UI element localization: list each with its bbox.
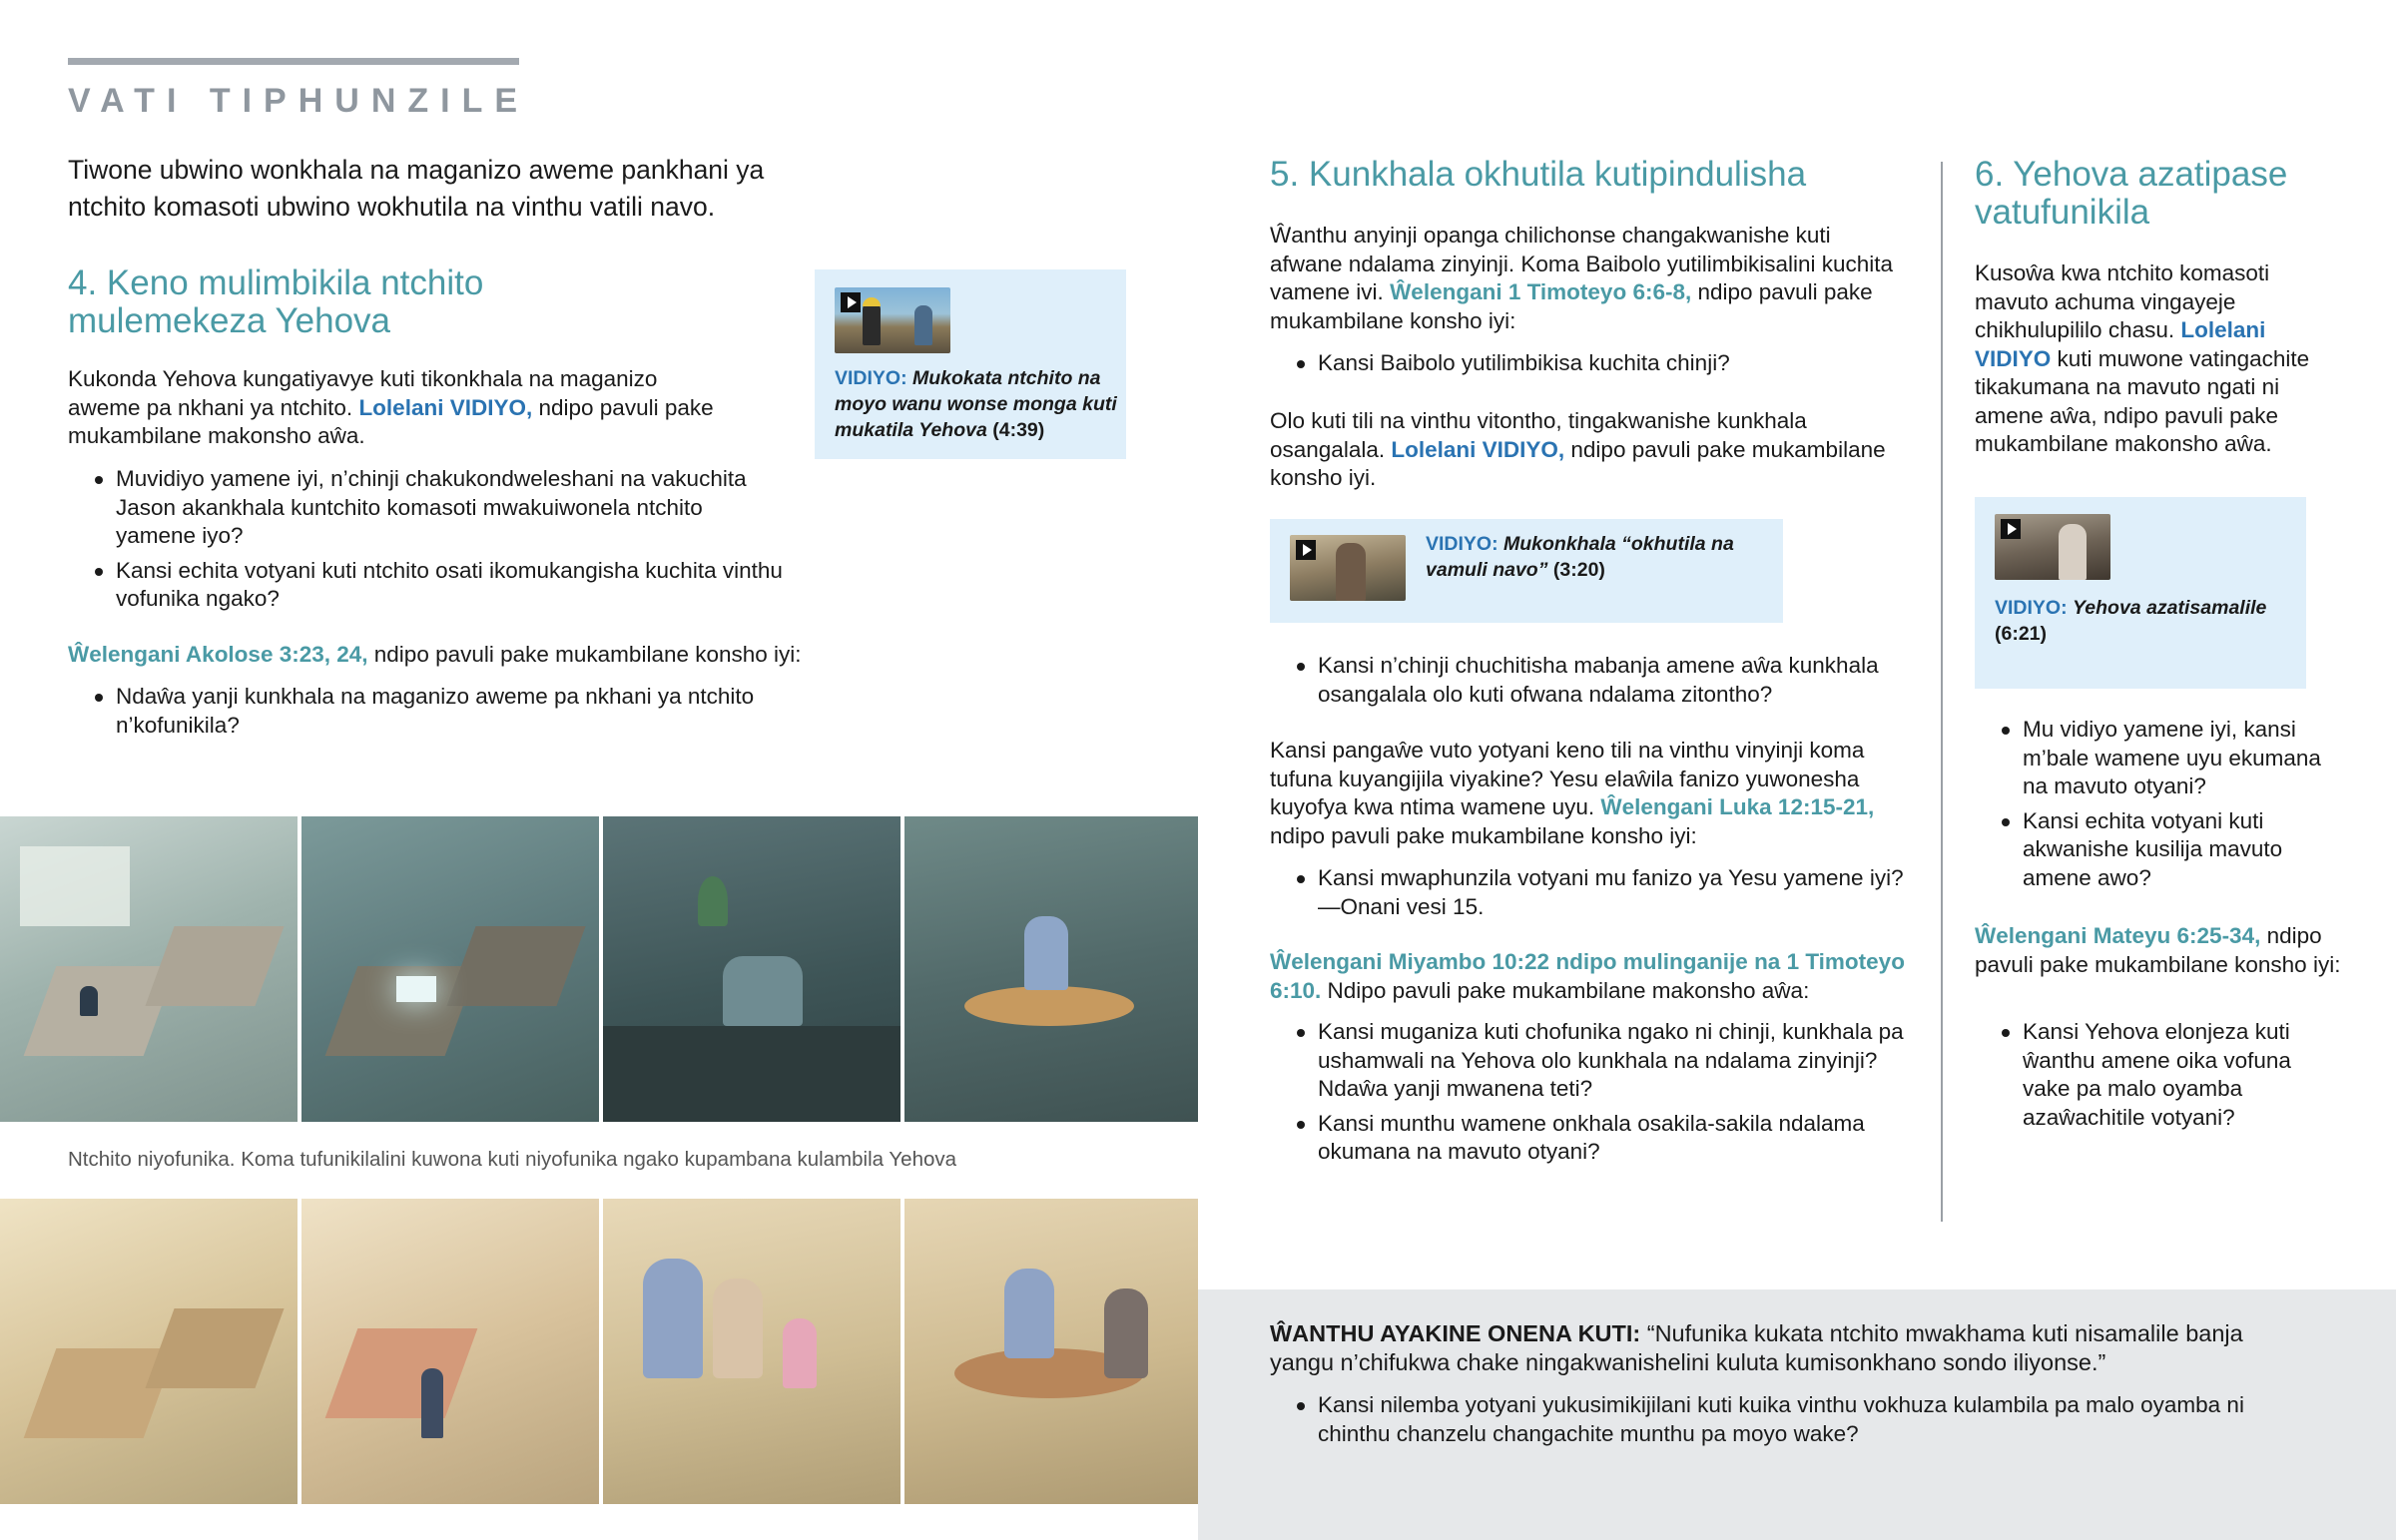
section-5-paragraph-2 [1270,407,1909,493]
video-box-1[interactable] [815,269,1126,459]
section-4-questions [68,465,787,620]
woman-figure [713,1279,763,1378]
mother-figure [1104,1288,1148,1378]
intro-text: Tiwone ubwino wonkhala na maganizo aweme pankhani ya ntchito komasoti ubwino wokhutila na vinthu vatili navo. [68,155,765,222]
meeting-panel [603,1199,900,1504]
illustration-strip-top [0,816,1198,1122]
list-item: Kansi Yehova elonjeza kuti ŵanthu amene oika vofuna vake pa malo oyamba azaŵachitile votyani? [1975,1018,2340,1132]
section-kicker: VATI TIPHUNZILE [68,82,530,120]
video-caption [1995,595,2294,647]
section-4-text: Kukonda Yehova kungatiyavye kuti tikonkhala na maganizo aweme pa nkhani ya ntchito. [68,366,658,420]
section-6-reference [1975,922,2344,979]
video-link[interactable]: Lolelani VIDIYO [1975,317,2266,371]
list-item: Mu vidiyo yamene iyi, kansi m’bale wamene uyu ekumana na mavuto otyani? [1975,716,2340,801]
walking-man [421,1368,443,1438]
cubicle [325,1328,478,1418]
section-5-questions-2 [1270,652,1909,715]
paragraph-text-end: ndipo pavuli pake mukambilane konsho iyi: [1270,822,1697,848]
list-item: Kansi munthu wamene onkhala osakila-sakila ndalama okumana na mavuto otyani? [1270,1110,1909,1167]
column-divider [1941,162,1943,1222]
scripture-link[interactable]: Ŵelengani Akolose 3:23, 24, [68,642,368,667]
others-say-questions [1270,1391,2268,1454]
worker [80,986,98,1016]
others-say-text [1270,1319,2268,1377]
play-icon[interactable] [1296,540,1316,560]
scripture-link[interactable]: Ŵelengani Mateyu 6:25-34, [1975,923,2261,948]
office-panel-5 [0,1199,298,1504]
video-box-3[interactable] [1975,497,2306,689]
man-figure [2059,524,2087,580]
video-label: VIDIYO: [835,367,907,389]
section-4-text-end: ndipo pavuli pake mukambilane makonsho aŵa. [68,394,714,448]
cubicle [446,926,585,1006]
paragraph-text-end: ndipo pavuli pake mukambilane konsho iyi: [1270,279,1873,333]
video-title: Yehova azatisamalile [2073,597,2267,619]
list-item: Kansi muganiza kuti chofunika ngako ni chinji, kunkhala pa ushamwali na Yehova olo kunkhala na ndalama zinyinji? Ndaŵa yanji mwanena teti? [1270,1018,1909,1104]
video-title: Mukonkhala “okhutila na vamuli navo” [1426,533,1734,581]
paragraph-text: Olo kuti tili na vinthu vitontho, tingakwanishe kunkhala osangalala. [1270,408,1807,462]
header-rule [68,58,519,65]
family-meal-panel [904,1199,1198,1504]
reference-text: ndipo pavuli pake mukambilane konsho iyi: [367,642,802,667]
worker-figure-2 [914,305,932,345]
video-label: VIDIYO: [1426,533,1498,555]
section-4-reference [68,641,867,670]
section-5-questions-1 [1270,349,1909,384]
girl-figure [783,1318,817,1388]
worker [723,956,803,1026]
section-6-questions-2 [1975,1018,2340,1138]
man-figure [1024,916,1068,990]
section-5-paragraph-3 [1270,737,1917,850]
section-6-title: 6. Yehova azatipase vatufunikila [1975,155,2288,232]
office-panel-1 [0,816,298,1122]
section-4-questions-2 [68,683,787,746]
office-panel-4 [904,816,1198,1122]
video-thumbnail[interactable] [1290,535,1406,601]
list-item: Kansi echita votyani kuti ntchito osati ikomukangisha kuchita vinthu vofunika ngako? [68,557,787,614]
list-item: Kansi mwaphunzila votyani mu fanizo ya Yesu yamene iyi? —Onani vesi 15. [1270,864,1909,921]
paragraph-text: Kansi pangaŵe vuto yotyani keno tili na vinthu vinyinji koma tufuna kuyangijila viyakine? Yesu elaŵila fanizo yuwonesha kuyofya kwa ntima wamene uyu. [1270,738,1865,819]
man-figure [643,1259,703,1378]
hard-hat [863,297,881,306]
section-4-paragraph [68,365,727,451]
worker-figure [863,301,881,345]
round-table [964,986,1134,1026]
list-item: Muvidiyo yamene iyi, n’chinji chakukondweleshani na vakuchita Jason akankhala kuntchito komasoti mwakuiwonela ntchito yamene iyo? [68,465,787,551]
man-figure [1336,543,1366,601]
others-say-label: ŴANTHU AYAKINE ONENA KUTI: [1270,1320,1641,1346]
video-title: Mukokata ntchito na moyo wanu wonse monga kuti mukatila Yehova [835,367,1117,441]
plant [698,876,728,926]
others-say-box [1198,1289,2396,1540]
cubicle [145,926,284,1006]
section-5-questions-4 [1270,1018,1909,1173]
video-caption [835,365,1119,443]
office-panel-2 [301,816,599,1122]
section-6-questions-1 [1975,716,2340,898]
video-label: VIDIYO: [1995,597,2068,619]
others-say-quote: “Nufunika kukata ntchito mwakhama kuti nisamalile banja yangu n’chifukwa chake ningakwanishelini kuluta kumisonkhano sondo iliyonse.” [1270,1320,2243,1375]
list-item: Kansi echita votyani kuti akwanishe kusilija mavuto amene awo? [1975,807,2340,893]
list-item: Ndaŵa yanji kunkhala na maganizo aweme pa nkhani ya ntchito n’kofunikila? [68,683,787,740]
section-4-title: 4. Keno mulimbikila ntchito mulemekeza Yehova [68,263,484,340]
scripture-link[interactable]: Ŵelengani Luka 12:15-21, [1600,794,1875,819]
image-caption: Ntchito niyofunika. Koma tufunikilalini kuwona kuti niyofunika ngako kupambana kulambila Yehova [68,1148,957,1171]
list-item: Kansi Baibolo yutilimbikisa kuchita chinji? [1270,349,1909,378]
cubicle [24,1348,177,1438]
paragraph-text-end: kuti muwone vatingachite tikakumana na mavuto ngati ni amene aŵa, ndipo pavuli pake mukambilane makonsho aŵa. [1975,345,2310,456]
video-caption [1426,531,1775,583]
scripture-link[interactable]: Ŵelengani Miyambo 10:22 ndipo mulinganije na 1 Timoteyo 6:10. [1270,949,1905,1003]
section-6-paragraph [1975,259,2334,459]
video-link[interactable]: Lolelani VIDIYO, [1391,436,1565,462]
section-5-questions-3 [1270,864,1909,927]
cubicle [145,1308,284,1388]
play-icon[interactable] [2001,519,2021,539]
video-thumbnail[interactable] [835,287,950,353]
desk [603,1026,900,1122]
section-5-title: 5. Kunkhala okhutila kutipindulisha [1270,155,1807,194]
paragraph-text: Kusoŵa kwa ntchito komasoti mavuto achuma vingayeje chikhulupililo chasu. [1975,260,2270,342]
office-panel-3 [603,816,900,1122]
section-5-paragraph-1 [1270,222,1909,335]
illustration-strip-bottom [0,1199,1198,1504]
scripture-link[interactable]: Ŵelengani 1 Timoteyo 6:6-8, [1390,279,1692,304]
list-item: Kansi n’chinji chuchitisha mabanja amene aŵa kunkhala osangalala olo kuti ofwana ndalama zitontho? [1270,652,1909,709]
video-box-2[interactable] [1270,519,1783,623]
video-thumbnail[interactable] [1995,514,2110,580]
video-link[interactable]: Lolelani VIDIYO, [358,394,533,420]
office-panel-6 [301,1199,599,1504]
reference-text: ndipo pavuli pake mukambilane konsho iyi: [1975,923,2341,977]
video-duration: (3:20) [1552,559,1605,581]
paragraph-text: Ŵanthu anyinji opanga chilichonse changakwanishe kuti afwane ndalama zinyinji. Koma Baibolo yutilimbikisalini kuchita vamene ivi. [1270,223,1894,304]
window [20,846,130,926]
paragraph-text-end: Ndipo pavuli pake mukambilane makonsho aŵa: [1321,977,1810,1003]
list-item: Kansi nilemba yotyani yukusimikijilani kuti kuika vinthu vokhuza kulambila pa malo oyamba ni chinthu chanzelu changachite munthu pa moyo wake? [1270,1391,2268,1448]
video-duration: (4:39) [992,419,1045,441]
paragraph-text-end: ndipo pavuli pake mukambilane konsho iyi. [1270,436,1886,490]
screen-glow [396,976,436,1002]
section-5-paragraph-4 [1270,948,1909,1005]
video-duration: (6:21) [1995,623,2048,645]
cubicle [24,966,177,1056]
play-icon[interactable] [841,292,861,312]
father-figure [1004,1269,1054,1358]
